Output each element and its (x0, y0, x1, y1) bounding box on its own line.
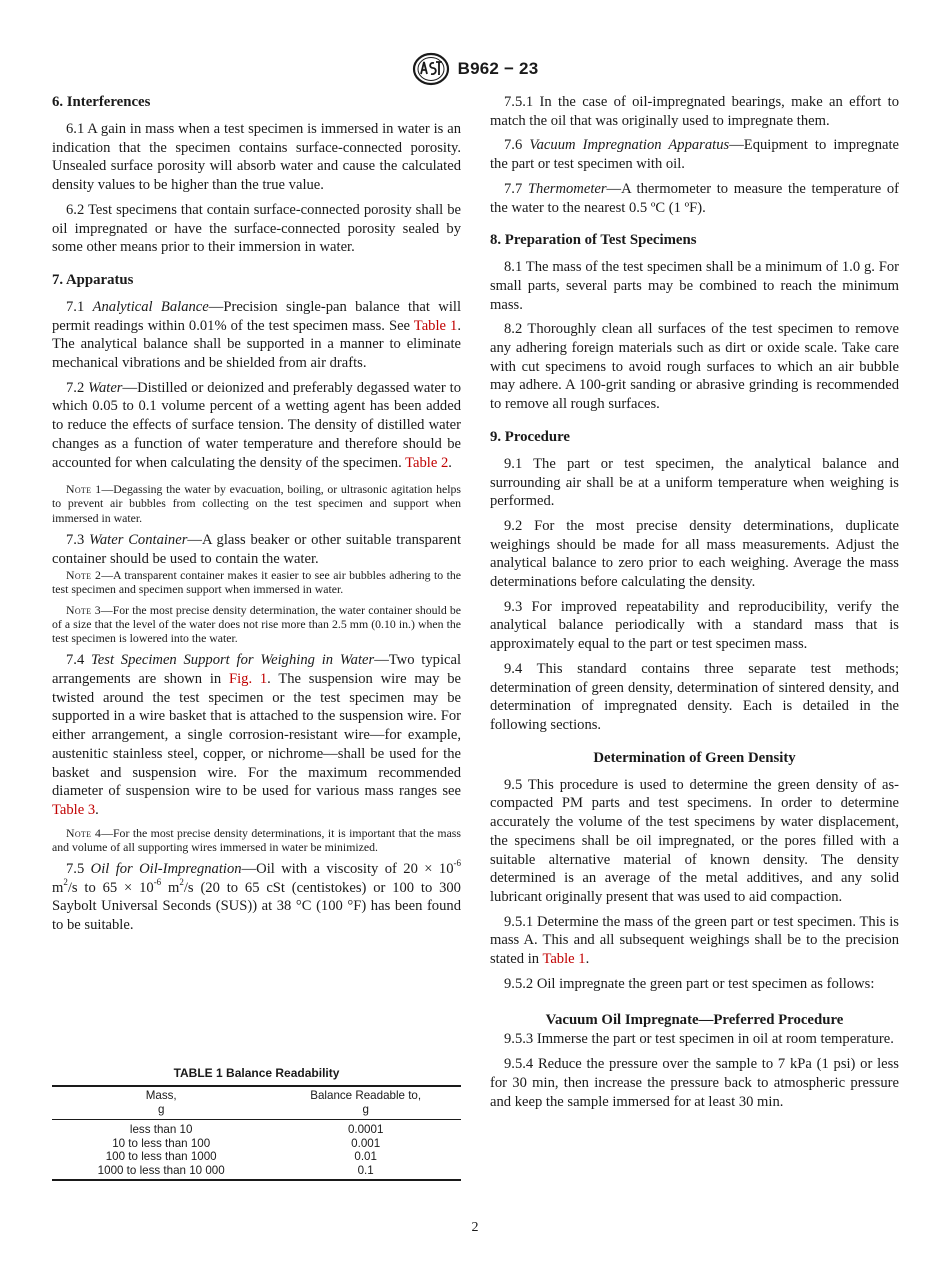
paragraph-7-4: 7.4 Test Specimen Support for Weighing in Water—Two typical arrangements are shown in Fig. 1. The suspension wire may be twisted around the test specimen or the test specimen may be supported in a wire basket that is attached to the suspension wire. For either arrangement, a single corrosion-resistant wire—for example, austenitic stainless steel, copper, or nichrome—shall be used for the basket and suspension wire. For the maximum recommended diameter of suspension wire to be used for various mass ranges see Table 3. (52, 652, 462, 818)
section-6-title: 6. Interferences (52, 94, 151, 110)
note-1: Note 1—Degassing the water by evacuation, boiling, or ultrasonic agitation helps to prevent air bubbles from collecting on the test specimen and support when immersed in water. (52, 482, 461, 525)
column-header-mass: Mass, g (145, 1089, 177, 1116)
page-header (0, 52, 950, 86)
paragraph-9-5: 9.5 This procedure is used to determine the green density of as-compacted PM parts and test specimens. In order to determine accurately the volume of the test specimens by water displacement, the specimens shall be oil impregnated, or the pores filled with a suitable alternative material of known density. The density determined is an average of the metal additives, and any solid lubricant originally present that was used to aid compaction. (490, 776, 899, 905)
paragraph-9-5-1: 9.5.1 Determine the mass of the green part or test specimen. This is mass A. This and all subsequent weighings shall be to the precision stated in Table 1. (490, 913, 899, 968)
note-2: Note 2—A transparent container makes it easier to see air bubbles adhering to the test specimen and specimen support when immersed in water. (52, 568, 461, 597)
paragraph-9-1: 9.1 The part or test specimen, the analytical balance and surrounding air shall be at a uniform temperature when weighing is performed. (490, 455, 899, 510)
astm-logo-icon (412, 52, 450, 86)
left-column (52, 93, 461, 935)
page-number: 2 (471, 1220, 479, 1235)
paragraph-6-2: 6.2 Test specimens that contain surface-connected porosity shall be oil impregnated or have the surface-connected porosity sealed by some other means prior to their immersion in water. (52, 201, 461, 256)
paragraph-9-5-2: 9.5.2 Oil impregnate the green part or test specimen as follows: (504, 975, 875, 992)
column-header-readable: Balance Readable to, g (310, 1089, 422, 1116)
table-row: less than 10 0.0001 (129, 1123, 384, 1136)
paragraph-9-3: 9.3 For improved repeatability and reproducibility, verify the analytical balance periodically with a standard mass that is approximately equal to the part or test specimen mass. (490, 598, 899, 653)
paragraph-8-2: 8.2 Thoroughly clean all surfaces of the test specimen to remove any adhering foreign materials such as dirt or oxide scale. Take care with cut specimens to avoid rough surfaces to which an air bubble may adhere. A 100-grit sanding or abrasive grinding is recommended to remove all rough surfaces. (490, 321, 899, 413)
balance-readability-table (52, 1085, 461, 1181)
subsection-green-density-title: Determination of Green Density (593, 749, 796, 766)
right-column (490, 93, 899, 1111)
paragraph-9-4: 9.4 This standard contains three separate test methods; determination of green density, determination of sintered density, and determination of impregnated density. Each is detailed in the following sections. (490, 660, 899, 733)
paragraph-6-1: 6.1 A gain in mass when a test specimen is immersed in water is an indication that the specimen contains surface-connected porosity. Unsealed surface porosity will absorb water and cause the calculated density values to be higher than the true value. (52, 121, 461, 194)
table-row: 100 to less than 1000 0.01 (105, 1150, 377, 1164)
paragraph-7-1: 7.1 Analytical Balance—Precision single-pan balance that will permit readings within 0.01% of the test specimen mass. See Table 1. The analytical balance shall be supported in a manner to eliminate mechanical vibrations and be shielded from air drafts. (52, 298, 461, 372)
table-1-link[interactable]: Table 1 (542, 951, 586, 968)
table-1-title: TABLE 1 Balance Readability (173, 1066, 340, 1080)
table-row: 1000 to less than 10 000 0.1 (97, 1163, 374, 1177)
paragraph-7-2: 7.2 Water—Distilled or deionized and preferably degassed water to which 0.05 to 0.1 volume percent of a wetting agent has been added to reduce the effects of surface tension. The density of distilled water changes as a function of water temperature and therefore should be accounted for when calculating the density of the specimen. Table 2. (52, 379, 462, 471)
table-3-link[interactable]: Table 3 (52, 801, 96, 818)
fig-1-link[interactable]: Fig. 1 (228, 670, 268, 687)
paragraph-7-6: 7.6 Vacuum Impregnation Apparatus—Equipment to impregnate the part or test specimen with oil. (490, 137, 900, 173)
table-2-link[interactable]: Table 2 (405, 454, 449, 471)
table-1-link[interactable]: Table 1 (413, 317, 458, 334)
paragraph-7-5: 7.5 Oil for Oil-Impregnation—Oil with a viscosity of $20 \times 10^{-6}$ $m^2/s$ to $65 \times 10^{-6}$ $m^2/s$ (20 to 65 cSt (centistokes) or 100 to 300 Saybolt Universal Seconds (SUS)) at 38 °C (100 °F) has been found to be suitable. (52, 858, 462, 934)
paragraph-7-5-1: 7.5.1 In the case of oil-impregnated bearings, make an effort to match the oil that was originally used to impregnate them. (490, 94, 899, 129)
paragraph-8-1: 8.1 The mass of the test specimen shall be a minimum of 1.0 g. For small parts, several parts may be combined to reach the minimum mass. (490, 259, 899, 313)
table-1 (52, 1066, 461, 1181)
paragraph-9-2: 9.2 For the most precise density determinations, duplicate weighings should be made for all mass measurements. Adjust the analytical balance to zero prior to each weighing. Average the mass determinations before calculating the density. (490, 517, 899, 591)
paragraph-7-7: 7.7 Thermometer—A thermometer to measure the temperature of the water to the nearest 0.5 ºC (1 ºF). (490, 180, 900, 216)
document-id: B962 − 23 (457, 59, 539, 78)
section-8-title: 8. Preparation of Test Specimens (490, 232, 697, 249)
subsection-vacuum-oil-title: Vacuum Oil Impregnate—Preferred Procedure (545, 1012, 844, 1029)
paragraph-7-3: 7.3 Water Container—A glass beaker or other suitable transparent container should be used to contain the water. (52, 531, 462, 567)
section-9-title: 9. Procedure (490, 428, 570, 445)
section-7-title: 7. Apparatus (52, 271, 134, 288)
note-4: Note 4—For the most precise density determinations, it is important that the mass and volume of all supporting wires immersed in water be minimized. (52, 825, 461, 854)
table-header-row (52, 1086, 461, 1120)
paragraph-9-5-4: 9.5.4 Reduce the pressure over the sample to 7 kPa (1 psi) or less for 30 min, then increase the pressure back to atmospheric pressure and keep the sample immersed for at least 30 min. (490, 1056, 899, 1110)
table-row: 10 to less than 100 0.001 (112, 1136, 381, 1150)
note-3: Note 3—For the most precise density determination, the water container should be of a size that the level of the water does not rise more than 2.5 mm (0.10 in.) when the test specimen is lowered into the water. (52, 602, 461, 646)
paragraph-9-5-3: 9.5.3 Immerse the part or test specimen in oil at room temperature. (504, 1031, 894, 1048)
